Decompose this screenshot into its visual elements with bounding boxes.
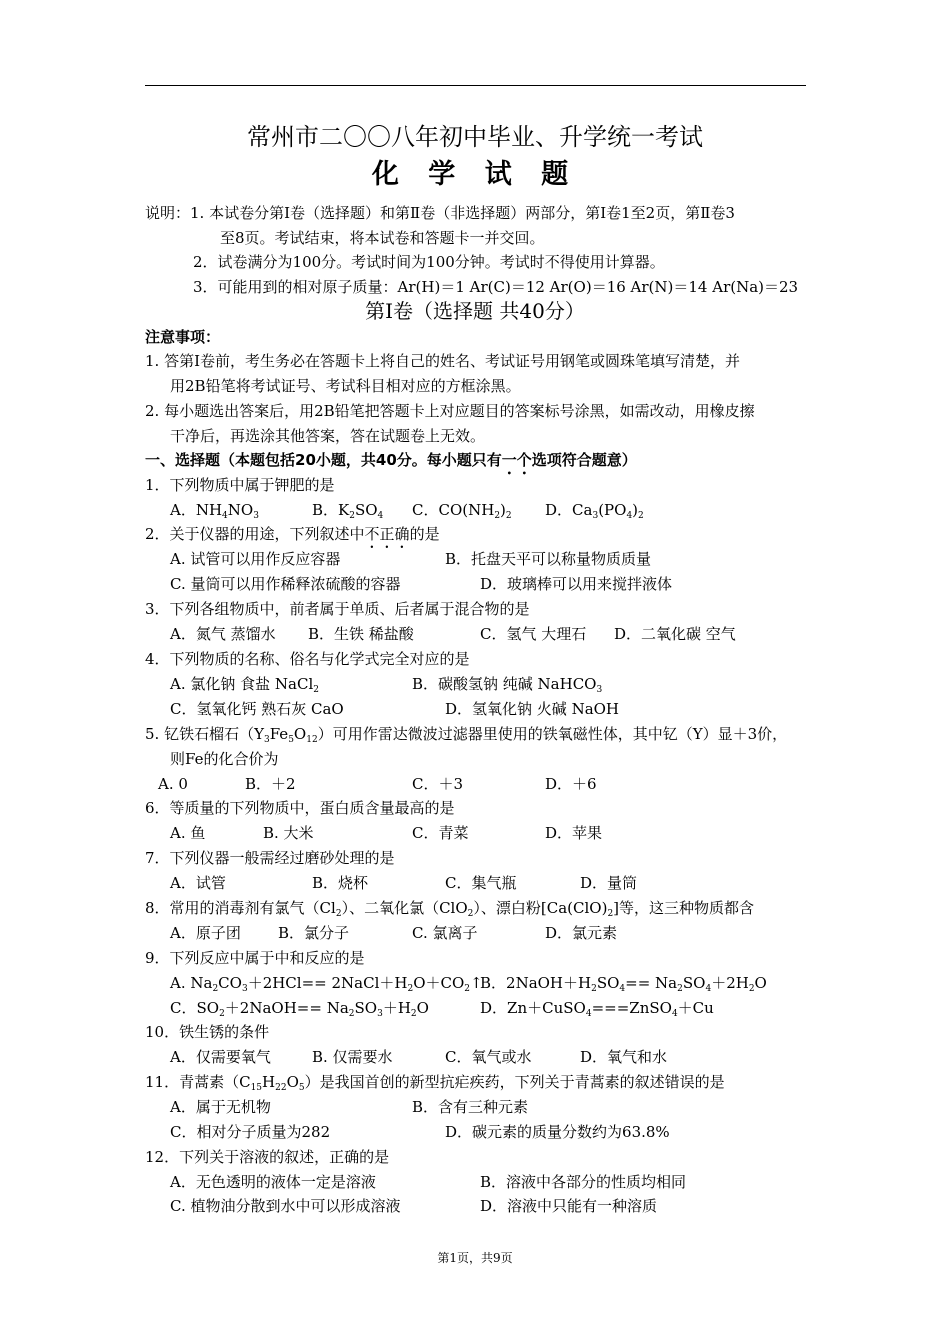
- q2-option-a: A. 试管可以用作反应容器: [170, 550, 341, 568]
- q9-option-a: A. $Na_2CO_3+2HCl==$ $2NaCl+H_2O+CO_2↑$: [170, 974, 483, 994]
- q6-option-b: B. 大米: [263, 824, 314, 842]
- q12-option-d: D．溶液中只能有一种溶质: [480, 1197, 658, 1215]
- q3-option-d: D．二氧化碳 空气: [614, 625, 736, 643]
- top-rule: [145, 85, 806, 86]
- q5-option-c: C．＋3: [412, 775, 464, 793]
- subject-title: 化 学 试 题: [371, 159, 579, 190]
- q2-option-d: D．玻璃棒可以用来搅拌液体: [480, 575, 673, 593]
- q11-option-d: D．碳元素的质量分数约为63.8%: [445, 1123, 670, 1141]
- note-2-line-1: 2. 每小题选出答案后，用2B铅笔把答题卡上对应题目的答案标号涂黑，如需改动，用橡皮擦: [145, 402, 755, 420]
- question-3: 3．下列各组物质中，前者属于单质、后者属于混合物的是: [145, 600, 530, 618]
- q6-option-d: D．苹果: [545, 824, 603, 842]
- q8-option-b: B．氯分子: [278, 924, 350, 942]
- question-6: 6．等质量的下列物质中，蛋白质含量最高的是: [145, 799, 455, 817]
- instruction-line-1: 说明：1. 本试卷分第Ⅰ卷（选择题）和第Ⅱ卷（非选择题）两部分，第Ⅰ卷1至2页，第Ⅱ卷3: [145, 204, 735, 222]
- part-one-heading: 一、选择题（本题包括20小题，共40分。每小题只有一个选项符合题意）: [145, 451, 637, 469]
- question-9: 9．下列反应中属于中和反应的是: [145, 949, 365, 967]
- q3-option-c: C．氢气 大理石: [480, 625, 587, 643]
- q7-option-d: D．量筒: [580, 874, 638, 892]
- q7-option-b: B．烧杯: [312, 874, 369, 892]
- q10-option-b: B. 仅需要水: [312, 1048, 393, 1066]
- emphasized-text: 不正确: [364, 525, 410, 543]
- q4-option-d: D．氢氧化钠 火碱 NaOH: [445, 700, 620, 718]
- q12-option-b: B．溶液中各部分的性质均相同: [480, 1173, 687, 1191]
- notes-heading: 注意事项：: [145, 328, 221, 346]
- q10-option-d: D．氧气和水: [580, 1048, 668, 1066]
- q6-option-c: C．青菜: [412, 824, 469, 842]
- q9-option-b: B．$2NaOH+H_2SO_4== Na_2SO_4+2H_2O$: [480, 974, 767, 994]
- section-title: 第Ⅰ卷（选择题 共40分）: [365, 299, 585, 323]
- instruction-line-2: 至8页。考试结束，将本试卷和答题卡一并交回。: [220, 229, 545, 247]
- q3-option-a: A．氮气 蒸馏水: [170, 625, 276, 643]
- q10-option-a: A．仅需要氧气: [170, 1048, 271, 1066]
- q5-option-a: A. 0: [158, 775, 188, 793]
- q8-option-a: A．原子团: [170, 924, 241, 942]
- q8-option-d: D．氯元素: [545, 924, 618, 942]
- note-1-line-1: 1. 答第Ⅰ卷前，考生务必在答题卡上将自己的姓名、考试证号用钢笔或圆珠笔填写清楚，并: [145, 352, 741, 370]
- question-2: 2．关于仪器的用途，下列叙述中不正确的是: [145, 525, 440, 543]
- q7-option-c: C．集气瓶: [445, 874, 517, 892]
- q5-option-b: B．＋2: [245, 775, 296, 793]
- q7-option-a: A．试管: [170, 874, 226, 892]
- q9-option-d: D．Zn＋CuSO$_4$===ZnSO$_4$＋Cu: [480, 999, 714, 1019]
- question-10: 10．铁生锈的条件: [145, 1023, 270, 1041]
- question-12: 12．下列关于溶液的叙述，正确的是: [145, 1148, 390, 1166]
- q4-option-c: C．氢氧化钙 熟石灰 CaO: [170, 700, 344, 718]
- q11-option-c: C．相对分子质量为282: [170, 1123, 331, 1141]
- q1-option-c: C．$CO(NH_2)_2$: [412, 501, 512, 521]
- q2-option-c: C. 量筒可以用作稀释浓硫酸的容器: [170, 575, 401, 593]
- q9-option-c: C．$SO_2+2NaOH== Na_2SO_3+H_2O$: [170, 999, 429, 1019]
- q12-option-c: C. 植物油分散到水中可以形成溶液: [170, 1197, 401, 1215]
- emphasized-text: 一个: [501, 451, 532, 469]
- question-1: 1．下列物质中属于钾肥的是: [145, 476, 335, 494]
- question-5-line-2: 则Fe的化合价为: [170, 750, 279, 768]
- note-2-line-2: 干净后，再选涂其他答案，答在试题卷上无效。: [170, 427, 486, 445]
- question-7: 7．下列仪器一般需经过磨砂处理的是: [145, 849, 395, 867]
- q11-option-b: B．含有三种元素: [412, 1098, 529, 1116]
- note-1-line-2: 用2B铅笔将考试证号、考试科目相对应的方框涂黑。: [170, 377, 521, 395]
- question-5: 5. 钇铁石榴石$(Y_3Fe_5O_{12})$可用作雷达微波过滤器里使用的铁氧磁性体，其中钇（Y）显＋3价，: [145, 725, 788, 745]
- question-8: 8．常用的消毒剂有氯气$(Cl_2)$、二氧化氯（ClO$_2$）、漂白粉$[Ca(ClO)_2]$等，这三种物质都含: [145, 899, 755, 919]
- question-11: 11．青蒿素$(C_{15}H_{22}O_5)$是我国首创的新型抗疟疾药，下列关于青蒿素的叙述错误的是: [145, 1073, 725, 1093]
- instruction-line-4: 3．可能用到的相对原子质量：Ar(H)＝1 Ar(C)＝12 Ar(O)＝16 Ar(N)＝14 Ar(Na)＝23: [193, 278, 799, 296]
- q6-option-a: A. 鱼: [170, 824, 206, 842]
- q1-option-d: D．$Ca_3(PO_4)_2$: [545, 501, 644, 521]
- q3-option-b: B．生铁 稀盐酸: [308, 625, 414, 643]
- q4-option-a: A. 氯化钠 食盐 NaCl$_2$: [170, 675, 319, 695]
- q4-option-b: B．碳酸氢钠 纯碱 NaHCO$_3$: [412, 675, 603, 695]
- q11-option-a: A．属于无机物: [170, 1098, 271, 1116]
- q5-option-d: D．＋6: [545, 775, 597, 793]
- q12-option-a: A．无色透明的液体一定是溶液: [170, 1173, 376, 1191]
- q1-option-b: B．$K_2SO_4$: [312, 501, 384, 521]
- question-4: 4．下列物质的名称、俗名与化学式完全对应的是: [145, 650, 470, 668]
- q8-option-c: C. 氯离子: [412, 924, 478, 942]
- exam-title: 常州市二〇〇八年初中毕业、升学统一考试: [247, 123, 703, 151]
- instruction-line-3: 2．试卷满分为100分。考试时间为100分钟。考试时不得使用计算器。: [193, 253, 665, 271]
- page-footer: 第1页，共9页: [437, 1251, 513, 1265]
- q2-option-b: B．托盘天平可以称量物质质量: [445, 550, 652, 568]
- q10-option-c: C．氧气或水: [445, 1048, 532, 1066]
- q1-option-a: A．$NH_4NO_3$: [170, 501, 259, 521]
